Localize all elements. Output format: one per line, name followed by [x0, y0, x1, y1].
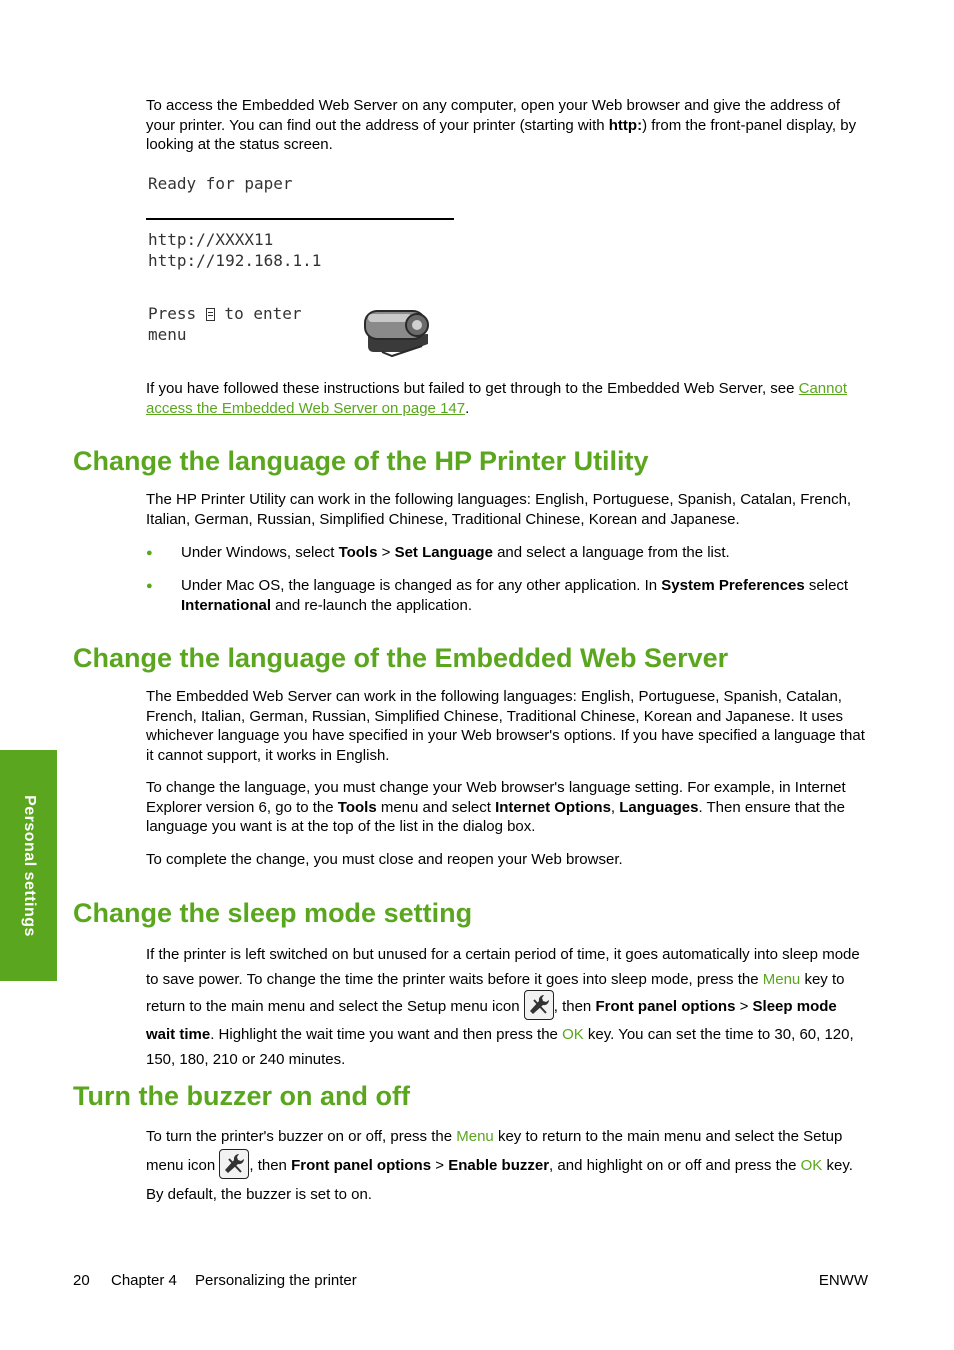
- footer-chapter: Chapter 4: [111, 1272, 177, 1289]
- bullet-icon: ●: [146, 547, 153, 559]
- screen-status-line: Ready for paper: [148, 174, 293, 193]
- screen-divider: [146, 218, 454, 220]
- section2-paragraph-2: To change the language, you must change your Web browser's language setting. For example, in Internet Explorer version 6, go to the Tools menu and select Internet Options, Languages. Then ensure that the language you want is at the top of the list in the dialog box.: [146, 779, 846, 835]
- wrench-icon: [219, 1149, 249, 1179]
- bullet-icon: ●: [146, 580, 153, 592]
- intro-text-b: ) from the front-panel display, by looking at the status screen.: [146, 116, 857, 153]
- cannot-access-ews-link[interactable]: Cannot access the Embedded Web Server on page 147: [146, 380, 847, 417]
- intro-bold-http: http:: [608, 116, 643, 134]
- side-tab-label: Personal settings: [20, 794, 38, 937]
- section4-paragraph: To turn the printer's buzzer on or off, press the Menu key to return to the main menu and select the Setup menu icon , then Front panel options > Enable buzzer, and highlight on or off and press the OK key. By default, the buzzer is set to on.: [146, 1128, 853, 1203]
- section1-bullet-mac: Under Mac OS, the language is changed as for any other application. In System Preferences select International and re-launch the application.: [181, 577, 849, 614]
- section2-paragraph-3: To complete the change, you must close and reopen your Web browser.: [146, 851, 623, 868]
- menu-key-label: Menu: [456, 1128, 494, 1145]
- section-title-embedded-web-server: Change the language of the Embedded Web Server: [73, 643, 729, 673]
- intro-paragraph: [146, 96, 870, 155]
- intro-text-a: To access the Embedded Web Server on any computer, open your Web browser and give the address of your printer. You can find out the address of your printer (starting with: [146, 97, 841, 134]
- section2-paragraph-1: The Embedded Web Server can work in the following languages: English, Portuguese, Spanish, Catalan, French, Italian, German, Russian, Simplified Chinese, Traditional Chinese, Korean and Japanese. It uses whichever language you have specified in your Web browser's options. If you have specified a language that it cannot support, it works in English.: [146, 688, 865, 764]
- section-title-sleep-mode: Change the sleep mode setting: [73, 898, 473, 928]
- screen-menu-line: menu: [148, 325, 187, 344]
- side-tab-personal-settings: [0, 750, 57, 981]
- printer-illustration-icon: [362, 306, 434, 358]
- footer-enww: ENWW: [818, 1272, 868, 1289]
- ok-key-label: OK: [562, 1026, 584, 1043]
- section-title-hp-printer-utility: Change the language of the HP Printer Utility: [73, 446, 649, 476]
- wrench-icon: [524, 990, 554, 1020]
- ok-key-label: OK: [800, 1156, 823, 1174]
- menu-key-icon: [206, 308, 215, 321]
- screen-press-line: Press to enter: [148, 304, 302, 323]
- footer-chapter-title: Personalizing the printer: [195, 1272, 357, 1289]
- section1-bullet-windows: Under Windows, select Tools > Set Language and select a language from the list.: [181, 544, 730, 561]
- screen-address-line-1: http://XXXX11: [148, 230, 274, 249]
- intro-troubleshoot-paragraph: If you have followed these instructions but failed to get through to the Embedded Web Server, see Cannot access the Embedded Web Server on page 147.: [146, 380, 847, 417]
- menu-key-label: Menu: [762, 971, 801, 988]
- section1-paragraph: The HP Printer Utility can work in the following languages: English, Portuguese, Spanish, Catalan, French, Italian, German, Russian, Simplified Chinese, Traditional Chinese, Korean and Japanese.: [146, 491, 852, 528]
- screen-address-line-2: http://192.168.1.1: [148, 251, 322, 270]
- footer-page-number: 20: [73, 1272, 90, 1289]
- section-title-buzzer: Turn the buzzer on and off: [73, 1081, 410, 1111]
- section3-paragraph: If the printer is left switched on but unused for a certain period of time, it goes automatically into sleep mode to save power. To change the time the printer waits before it goes into sleep mode, press the Menu key to return to the main menu and select the Setup menu icon , then Front panel options > Sleep mode wait time. Highlight the wait time you want and then press the OK key. You can set the time to 30, 60, 120, 150, 180, 210 or 240 minutes.: [146, 946, 860, 1068]
